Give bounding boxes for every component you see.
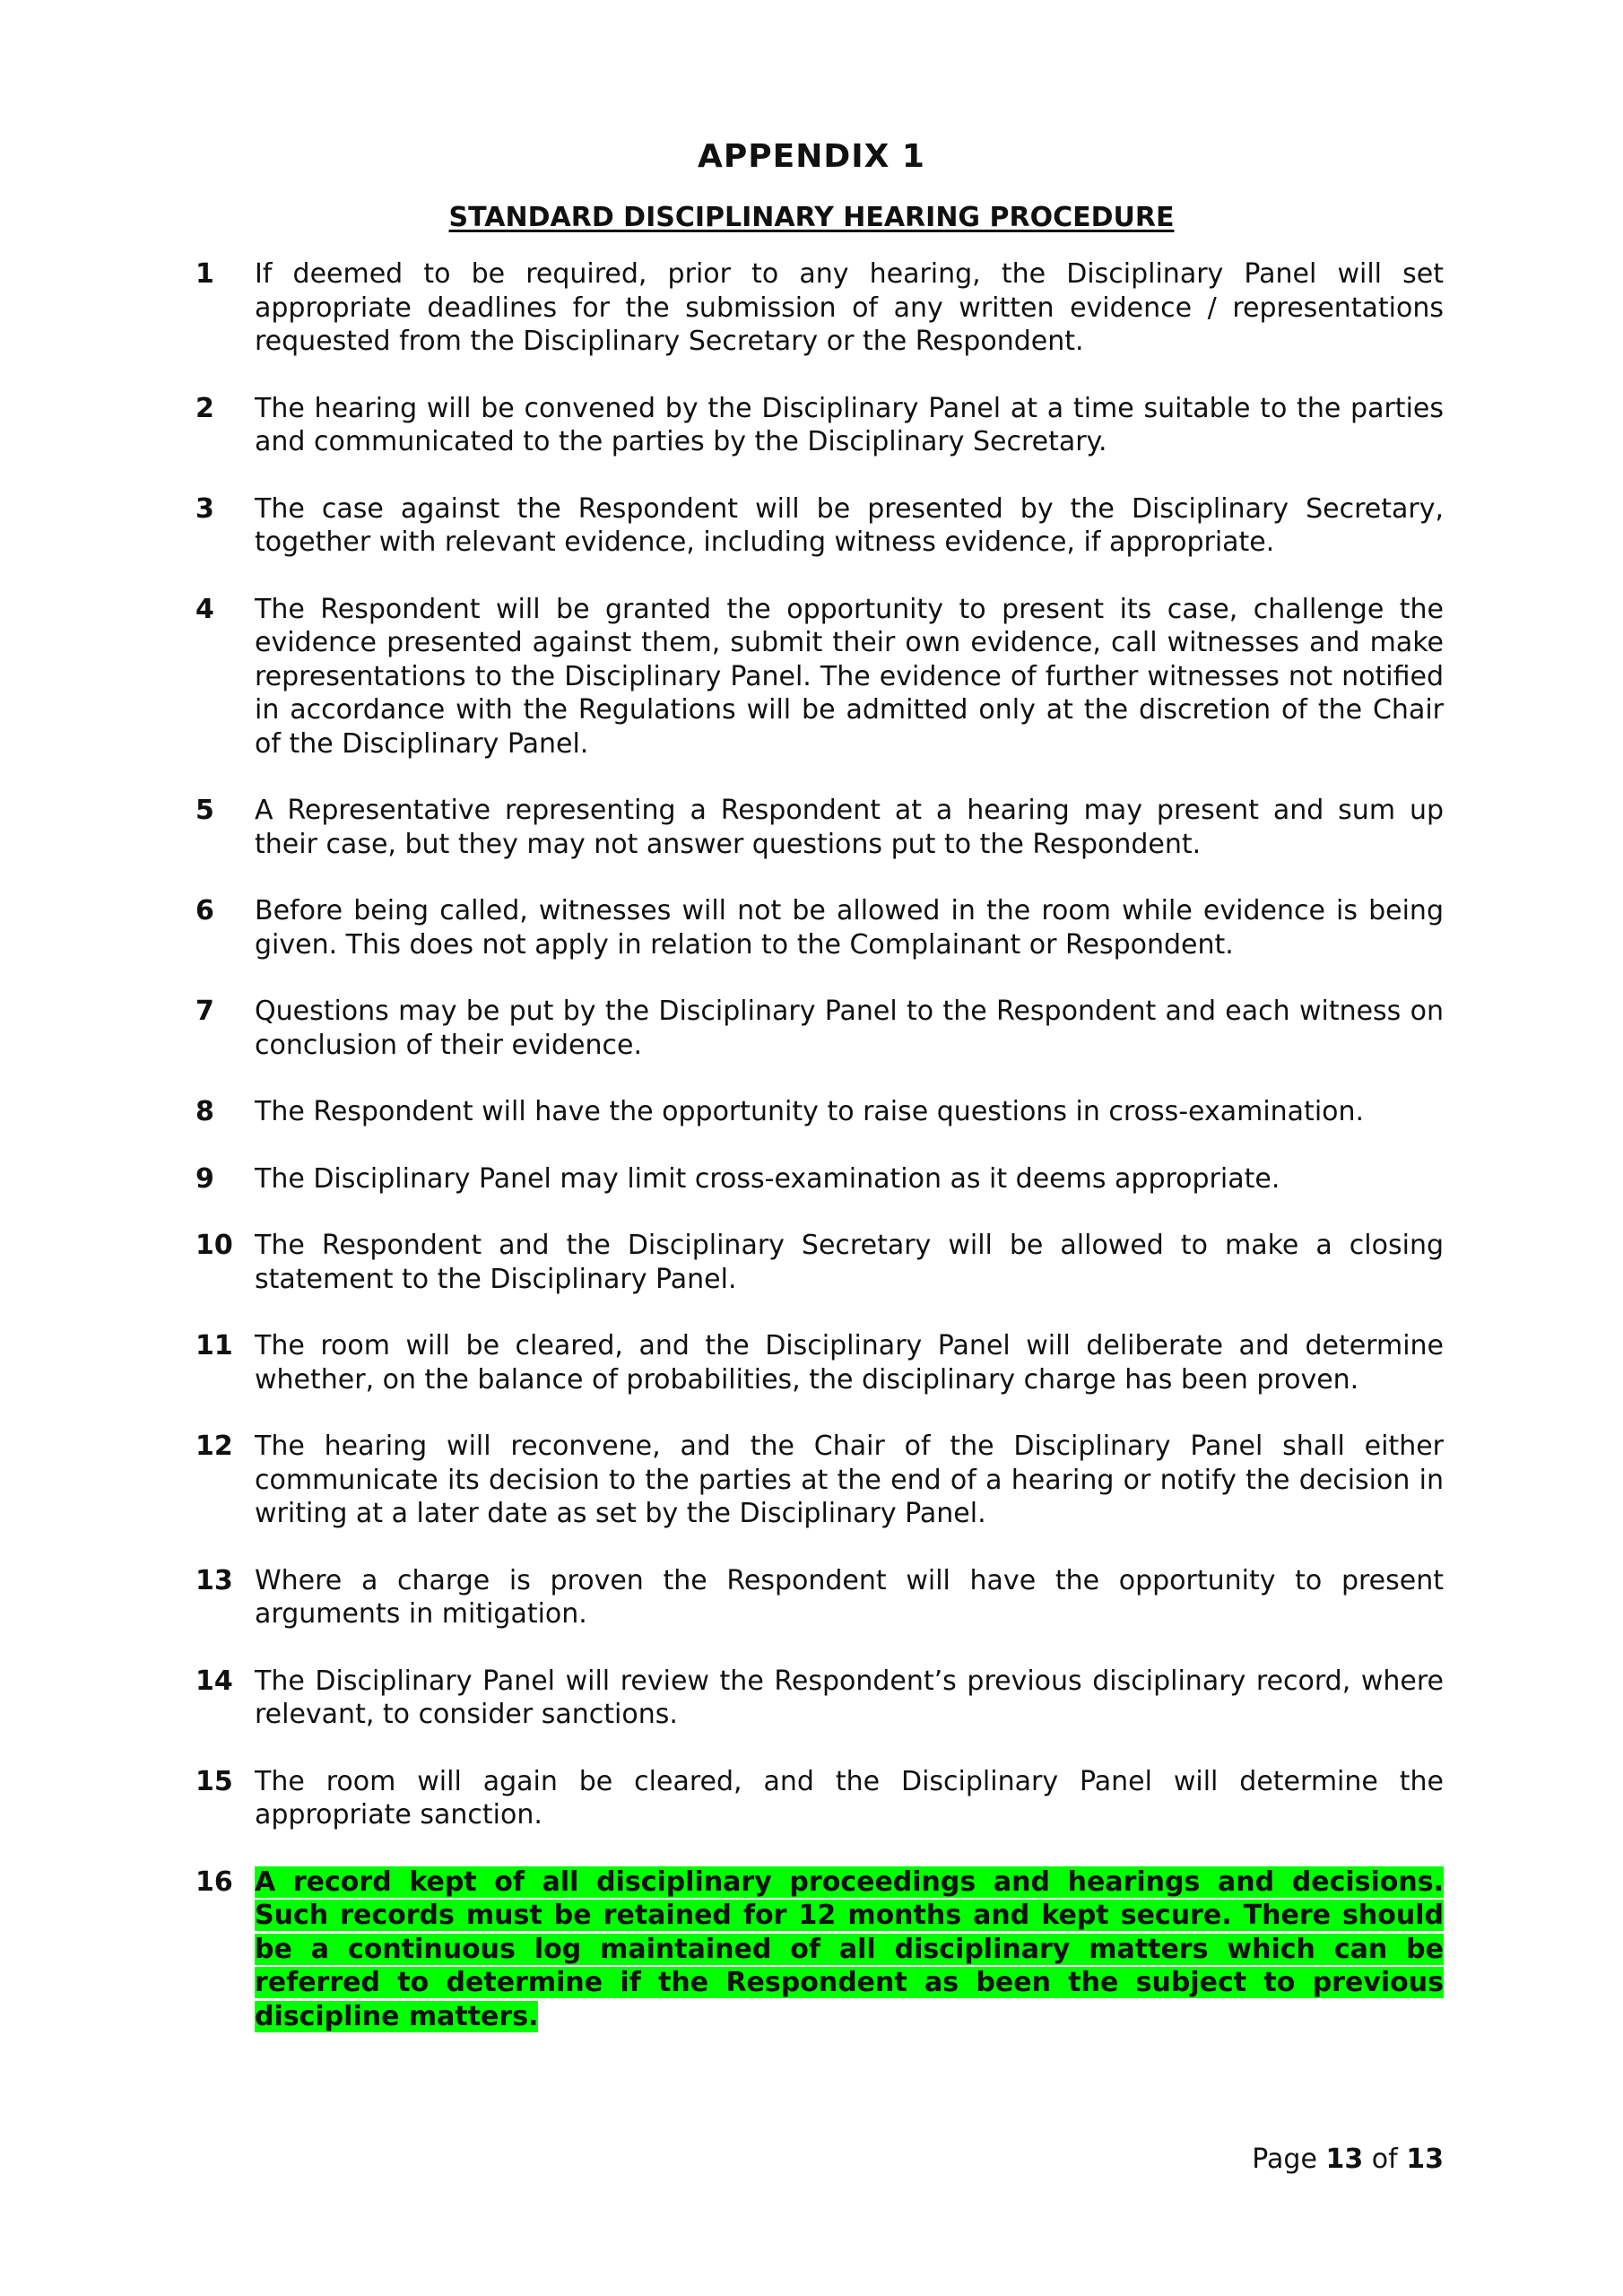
- clause-text: The case against the Respondent will be presented by the Disciplinary Secretary, together with relevant evidence, including witness evidence, if appropriate.: [255, 492, 1444, 558]
- clause-text: If deemed to be required, prior to any hearing, the Disciplinary Panel will set appropriate deadlines for the submission of any written evidence / representations requested from the Disciplinary Secretary or the Respondent.: [255, 258, 1444, 357]
- clause-number: 1: [195, 258, 214, 290]
- clause-number: 2: [195, 392, 214, 424]
- clause-text: Where a charge is proven the Respondent will have the opportunity to present arguments in mitigation.: [255, 1564, 1444, 1630]
- clause-number: 8: [195, 1096, 214, 1127]
- clause-number: 11: [195, 1330, 233, 1361]
- clause-item: [195, 894, 1444, 961]
- clause-number: 9: [195, 1162, 214, 1195]
- clause-item: [195, 392, 1444, 459]
- clause-text: The Disciplinary Panel may limit cross-examination as it deems appropriate.: [255, 1162, 1280, 1195]
- clause-text-highlighted: [255, 1866, 1444, 2034]
- clause-number: 3: [195, 492, 214, 525]
- page-subtitle: STANDARD DISCIPLINARY HEARING PROCEDURE: [448, 202, 1175, 233]
- page-label: Page: [1252, 2144, 1317, 2175]
- clause-text: The Respondent will have the opportunity to raise questions in cross-examination.: [255, 1096, 1365, 1127]
- clause-number: 5: [195, 795, 214, 826]
- clause-item: [195, 1564, 1444, 1631]
- clause-number: 7: [195, 996, 214, 1027]
- clause-number: 15: [195, 1765, 233, 1797]
- clause-item: [195, 492, 1444, 560]
- clause-text: The hearing will reconvene, and the Chair of the Disciplinary Panel shall either communicate its decision to the parties at the end of a hearing or notify the decision in writing at a later date as set by the Disciplinary Panel.: [255, 1431, 1444, 1529]
- clause-item: [195, 1765, 1444, 1832]
- clause-item: [195, 1430, 1444, 1531]
- clause-item: [195, 995, 1444, 1062]
- clause-item: [195, 1162, 1444, 1196]
- clause-number: 12: [195, 1431, 233, 1462]
- page-total: 13: [1406, 2144, 1444, 2175]
- clause-text: The Disciplinary Panel will review the Respondent’s previous disciplinary record, where relevant, to consider sanctions.: [255, 1665, 1444, 1730]
- clause-number: 6: [195, 895, 214, 926]
- page-current: 13: [1325, 2144, 1364, 2175]
- page-footer: [1252, 2142, 1444, 2178]
- clause-text: A Representative representing a Respondent at a hearing may present and sum up their case, but they may not answer questions put to the Respondent.: [255, 795, 1444, 860]
- clause-number: 4: [195, 593, 214, 625]
- clause-number: 14: [195, 1665, 233, 1697]
- page-title: APPENDIX 1: [698, 138, 925, 175]
- clause-text: The room will be cleared, and the Disciplinary Panel will deliberate and determine whether, on the balance of probabilities, the disciplinary charge has been proven.: [255, 1330, 1444, 1396]
- clause-text: The Respondent will be granted the opportunity to present its case, challenge the evidence presented against them, submit their own evidence, call witnesses and make representations to the Disciplinary Panel. The evidence of further witnesses not notified in accordance with the Regulations will be admitted only at the discretion of the Chair of the Disciplinary Panel.: [255, 593, 1444, 760]
- clause-item: [195, 593, 1444, 761]
- clause-number: 13: [195, 1564, 233, 1596]
- clause-item: [195, 794, 1444, 861]
- page-of: of: [1371, 2144, 1398, 2175]
- clause-item: [195, 1665, 1444, 1732]
- clause-text: The room will again be cleared, and the Disciplinary Panel will determine the appropriate sanction.: [255, 1765, 1444, 1831]
- clause-number: 16: [195, 1866, 233, 1898]
- clause-text: The Respondent and the Disciplinary Secretary will be allowed to make a closing statement to the Disciplinary Panel.: [255, 1230, 1444, 1295]
- clause-item: [195, 257, 1444, 359]
- clause-list: [195, 257, 1444, 2066]
- clause-item: [195, 1095, 1444, 1129]
- clause-item: [195, 1229, 1444, 1296]
- clause-text: Before being called, witnesses will not be allowed in the room while evidence is being given. This does not apply in relation to the Complainant or Respondent.: [255, 895, 1444, 961]
- clause-number: 10: [195, 1230, 233, 1261]
- highlighted-text: A record kept of all disciplinary proceedings and hearings and decisions. Such records must be retained for 12 months and kept secure. There should be a continuous log maintained of all disciplinary matters which can be referred to determine if the Respondent as been the subject to previous discipline matters.: [255, 1866, 1444, 2032]
- clause-text: The hearing will be convened by the Disciplinary Panel at a time suitable to the parties and communicated to the parties by the Disciplinary Secretary.: [255, 392, 1444, 457]
- clause-item-highlighted: [195, 1866, 1444, 2034]
- clause-item: [195, 1329, 1444, 1396]
- clause-text: Questions may be put by the Disciplinary Panel to the Respondent and each witness on conclusion of their evidence.: [255, 996, 1444, 1061]
